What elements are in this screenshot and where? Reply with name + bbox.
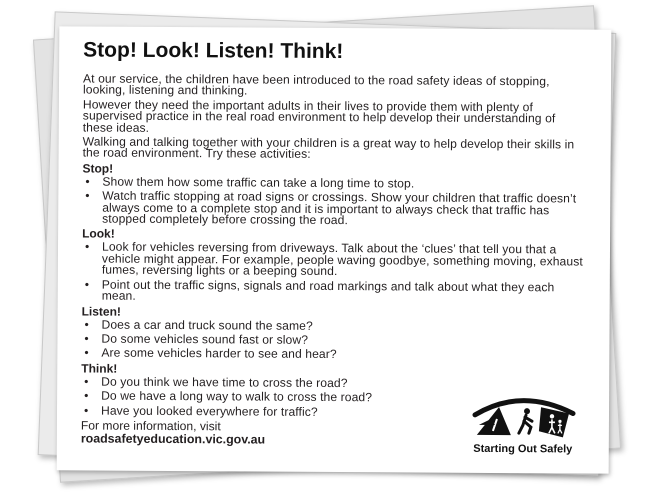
section-heading: Stop! bbox=[82, 161, 114, 176]
starting-out-safely-logo bbox=[455, 391, 591, 462]
bullet-icon: • bbox=[84, 316, 89, 332]
section-listen bbox=[81, 305, 587, 362]
bullet-icon: • bbox=[85, 174, 90, 189]
footer-info-text: For more information, visit bbox=[80, 418, 221, 434]
bullet-icon: • bbox=[83, 403, 89, 418]
bullet-icon: • bbox=[84, 331, 89, 346]
list-item-text: Point out the traffic signs, signals and road markings and talk about what they each mean. bbox=[101, 277, 555, 303]
section-stop bbox=[82, 162, 588, 228]
flyer-card bbox=[57, 26, 612, 473]
list-item-text: Do some vehicles sound fast or slow? bbox=[101, 331, 309, 347]
bullet-icon: • bbox=[84, 345, 89, 360]
bullet-icon: • bbox=[84, 388, 89, 403]
bullet-icon: • bbox=[85, 188, 90, 203]
list-item-text: Are some vehicles harder to see and hear? bbox=[101, 345, 337, 362]
activity-list bbox=[82, 239, 588, 305]
intro-paragraph: Walking and talking together with your children is a great way to help develop their skills in the road environment. Try these activities: bbox=[82, 134, 575, 162]
bullet-icon: • bbox=[84, 277, 90, 292]
activity-list bbox=[81, 316, 587, 362]
list-item bbox=[82, 239, 588, 279]
road-safety-logo-icon bbox=[469, 391, 579, 442]
logo-text: Starting Out Safely bbox=[473, 442, 573, 456]
section-heading: Listen! bbox=[81, 303, 122, 319]
list-item-text: Have you looked everywhere for traffic? bbox=[100, 403, 318, 419]
section-look bbox=[82, 228, 588, 305]
list-item-text: Show them how some traffic can take a long time to stop. bbox=[102, 174, 415, 191]
list-item-text: Look for vehicles reversing from driveways. Talk about the ‘clues’ that tell you that a vehicle might appear. For example, people waving goodbye, something moving, exhaust fumes, reversing lights or a beeping sound. bbox=[101, 240, 583, 279]
flyer-content bbox=[81, 38, 589, 448]
section-heading: Look! bbox=[82, 226, 115, 242]
intro-paragraph: However they need the important adults in their lives to provide them with plenty of supervised practice in the real road environment to help develop their understanding of these ideas. bbox=[82, 97, 556, 135]
list-item bbox=[82, 279, 588, 305]
list-item-text: Watch traffic stopping at road signs or crossings. Show your children that traffic doesn’t always come to a complete stop and it is important to always check that traffic has stopped completely before crossing the road. bbox=[102, 188, 577, 228]
section-heading: Think! bbox=[81, 361, 118, 376]
page-title: Stop! Look! Listen! Think! bbox=[83, 38, 344, 64]
list-item bbox=[81, 345, 587, 362]
bullet-icon: • bbox=[84, 239, 90, 254]
list-item-text: Does a car and truck sound the same? bbox=[101, 317, 313, 333]
list-item-text: Do you think we have time to cross the road? bbox=[101, 374, 348, 390]
list-item bbox=[82, 188, 588, 228]
list-item-text: Do we have a long way to walk to cross the road? bbox=[101, 388, 373, 405]
website-link[interactable]: roadsafetyeducation.vic.gov.au bbox=[80, 431, 266, 447]
bullet-icon: • bbox=[84, 374, 89, 389]
activity-list bbox=[82, 176, 588, 228]
intro-paragraph: At our service, the children have been introduced to the road safety ideas of stopping, looking, listening and thinking. bbox=[82, 71, 550, 98]
